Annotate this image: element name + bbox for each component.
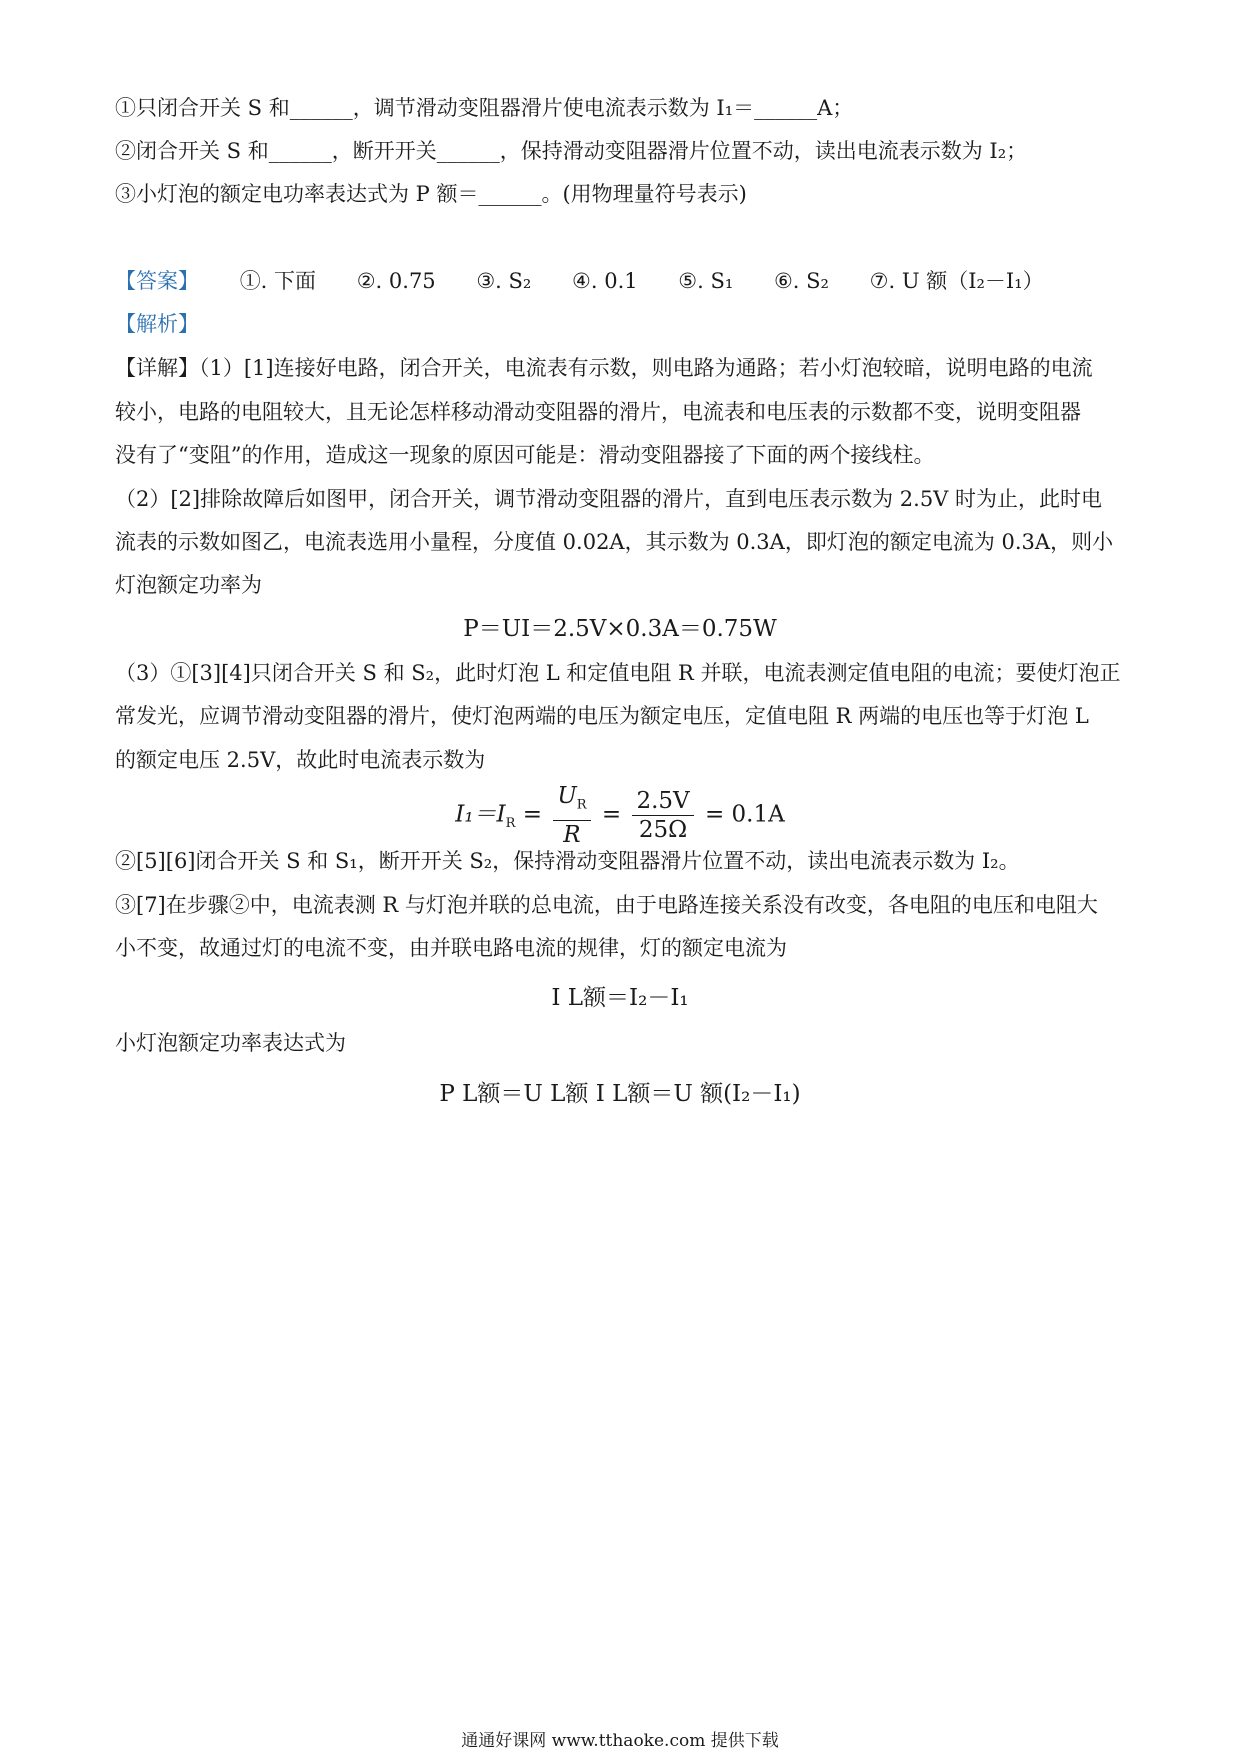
- answer-row: [115, 266, 1125, 296]
- answer-item-3: ③. S₂: [476, 269, 532, 293]
- eq2-f2-den: 25Ω: [638, 816, 688, 843]
- eq2-lhs-sub: R: [505, 815, 516, 831]
- detail-paragraph-1c: 没有了“变阻”的作用，造成这一现象的原因可能是：滑动变阻器接了下面的两个接线柱。: [115, 443, 935, 467]
- answer-tag: 【答案】: [115, 269, 199, 293]
- detail-paragraph-3c: 的额定电压 2.5V，故此时电流表示数为: [115, 748, 486, 772]
- fraction-ur-over-r: [553, 782, 590, 849]
- eq2-rhs: = 0.1A: [704, 801, 785, 828]
- detail-paragraph-5a: ③[7]在步骤②中，电流表测 R 与灯泡并联的总电流，由于电路连接关系没有改变，各电阻的电压和电阻大: [115, 893, 1098, 917]
- fraction-values: [632, 787, 693, 844]
- question-step-1: ①只闭合开关 S 和______，调节滑动变阻器滑片使电流表示数为 I₁＝______A；: [115, 96, 854, 120]
- detail-paragraph-2b: 流表的示数如图乙，电流表选用小量程，分度值 0.02A，其示数为 0.3A，即灯泡的额定电流为 0.3A，则小: [115, 530, 1114, 554]
- eq2-f1-num-sub: R: [576, 797, 587, 813]
- detail-paragraph-2a: （2）[2]排除故障后如图甲，闭合开关，调节滑动变阻器的滑片，直到电压表示数为 2.5V 时为止，此时电: [115, 487, 1103, 511]
- footer-text: 通通好课网 www.tthaoke.com 提供下载: [461, 1731, 779, 1751]
- detail-paragraph-4: ②[5][6]闭合开关 S 和 S₁，断开开关 S₂，保持滑动变阻器滑片位置不动，读出电流表示数为 I₂。: [115, 849, 1020, 873]
- eq2-lhs: I₁＝I: [455, 801, 506, 828]
- detail-paragraph-6: 小灯泡额定功率表达式为: [115, 1031, 346, 1055]
- equation-rated-power: P L额＝U L额 I L额＝U 额(I₂－I₁): [439, 1081, 801, 1107]
- detail-paragraph-1a: [115, 353, 1125, 383]
- equation-power: P＝UI＝2.5V×0.3A＝0.75W: [463, 616, 777, 642]
- answer-item-2: ②. 0.75: [356, 269, 436, 293]
- detail-paragraph-1b: 较小，电路的电阻较大，且无论怎样移动滑动变阻器的滑片，电流表和电压表的示数都不变，说明变阻器: [115, 400, 1081, 424]
- detail-text-1a: （1）[1]连接好电路，闭合开关，电流表有示数，则电路为通路；若小灯泡较暗，说明电路的电流: [199, 356, 1093, 380]
- analysis-tag: 【解析】: [115, 312, 199, 336]
- answer-item-5: ⑤. S₁: [678, 269, 734, 293]
- eq2-f2-num: 2.5V: [632, 787, 693, 816]
- detail-paragraph-3a: （3）①[3][4]只闭合开关 S 和 S₂，此时灯泡 L 和定值电阻 R 并联，电流表测定值电阻的电流；要使灯泡正: [115, 661, 1121, 685]
- detail-paragraph-5b: 小不变，故通过灯的电流不变，由并联电路电流的规律，灯的额定电流为: [115, 936, 787, 960]
- question-step-2: ②闭合开关 S 和______，断开开关______，保持滑动变阻器滑片位置不动，读出电流表示数为 I₂；: [115, 139, 1028, 163]
- eq2-f1-den: R: [563, 821, 581, 848]
- detail-paragraph-2c: 灯泡额定功率为: [115, 573, 262, 597]
- answer-item-6: ⑥. S₂: [773, 269, 829, 293]
- equation-current: $I_1=I_R$ = $\frac{U_R}{R}$ = $\frac{2.5V}{25\Omega}$ = 0.1A: [455, 783, 785, 848]
- answer-item-1: ①. 下面: [239, 269, 317, 293]
- equation-rated-current: I L额＝I₂－I₁: [551, 985, 689, 1011]
- detail-paragraph-3b: 常发光，应调节滑动变阻器的滑片，使灯泡两端的电压为额定电压，定值电阻 R 两端的电压也等于灯泡 L: [115, 704, 1089, 728]
- answer-item-7: ⑦. U 额（I₂－I₁）: [869, 269, 1044, 293]
- eq2-f1-num: U: [557, 783, 577, 809]
- answer-item-4: ④. 0.1: [572, 269, 638, 293]
- question-step-3: ③小灯泡的额定电功率表达式为 P 额＝______。(用物理量符号表示): [115, 182, 747, 206]
- detail-tag: 【详解】: [115, 356, 199, 380]
